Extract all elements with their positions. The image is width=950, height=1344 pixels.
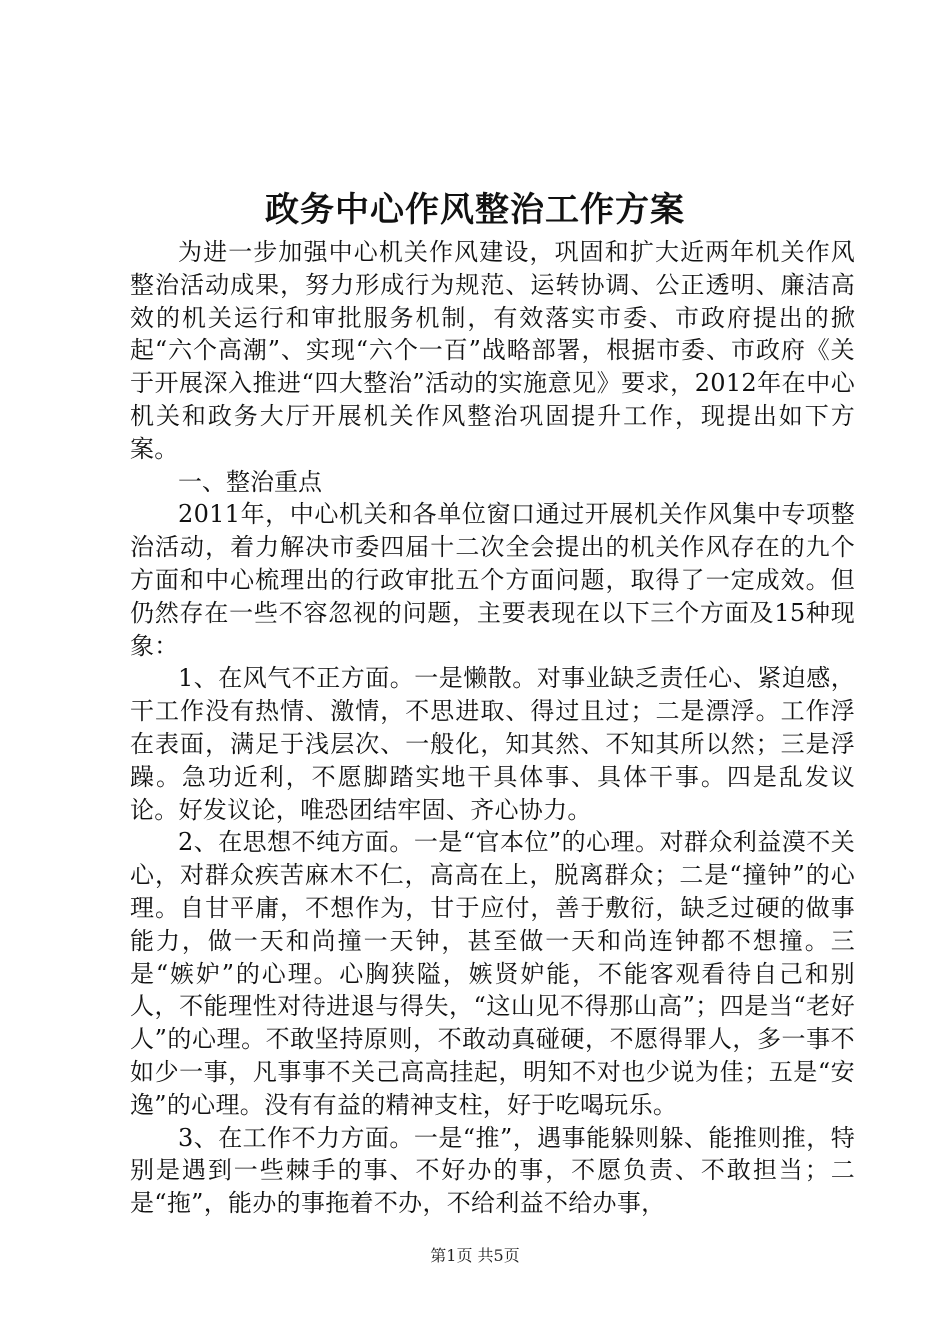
paragraph-item-1: 1、在风气不正方面。一是懒散。对事业缺乏责任心、紧迫感，干工作没有热情、激情，不思进取、得过且过；二是漂浮。工作浮在表面，满足于浅层次、一般化，知其然、不知其所以然；三是浮躁。急功近利，不愿脚踏实地干具体事、具体干事。四是乱发议论。好发议论，唯恐团结牢固、齐心协力。 bbox=[130, 664, 855, 824]
paragraph-overview: 2011年，中心机关和各单位窗口通过开展机关作风集中专项整治活动，着力解决市委四届十二次全会提出的机关作风存在的九个方面和中心梳理出的行政审批五个方面问题，取得了一定成效。但仍然存在一些不容忽视的问题，主要表现在以下三个方面及15种现象： bbox=[130, 500, 855, 660]
document-body bbox=[130, 236, 855, 1220]
section-heading: 一、整治重点 bbox=[178, 467, 322, 496]
page-footer: 第1页 共5页 bbox=[430, 1246, 520, 1265]
paragraph-intro: 为进一步加强中心机关作风建设，巩固和扩大近两年机关作风整治活动成果，努力形成行为规范、运转协调、公正透明、廉洁高效的机关运行和审批服务机制，有效落实市委、市政府提出的掀起“六个高潮”、实现“六个一百”战略部署，根据市委、市政府《关于开展深入推进“四大整治”活动的实施意见》要求，2012年在中心机关和政务大厅开展机关作风整治巩固提升工作，现提出如下方案。 bbox=[130, 238, 855, 463]
document-title: 政务中心作风整治工作方案 bbox=[265, 190, 685, 230]
paragraph-item-2: 2、在思想不纯方面。一是“官本位”的心理。对群众利益漠不关心，对群众疾苦麻木不仁，高高在上，脱离群众；二是“撞钟”的心理。自甘平庸，不想作为，甘于应付，善于敷衍，缺乏过硬的做事能力，做一天和尚撞一天钟，甚至做一天和尚连钟都不想撞。三是“嫉妒”的心理。心胸狭隘，嫉贤妒能，不能客观看待自己和别人，不能理性对待进退与得失，“这山见不得那山高”；四是当“老好人”的心理。不敢坚持原则，不敢动真碰硬，不愿得罪人，多一事不如少一事，凡事事不关己高高挂起，明知不对也少说为佳；五是“安逸”的心理。没有有益的精神支柱，好于吃喝玩乐。 bbox=[130, 828, 855, 1119]
paragraph-item-3: 3、在工作不力方面。一是“推”，遇事能躲则躲、能推则推，特别是遇到一些棘手的事、不好办的事，不愿负责、不敢担当；二是“拖”，能办的事拖着不办，不给利益不给办事， bbox=[130, 1123, 855, 1218]
